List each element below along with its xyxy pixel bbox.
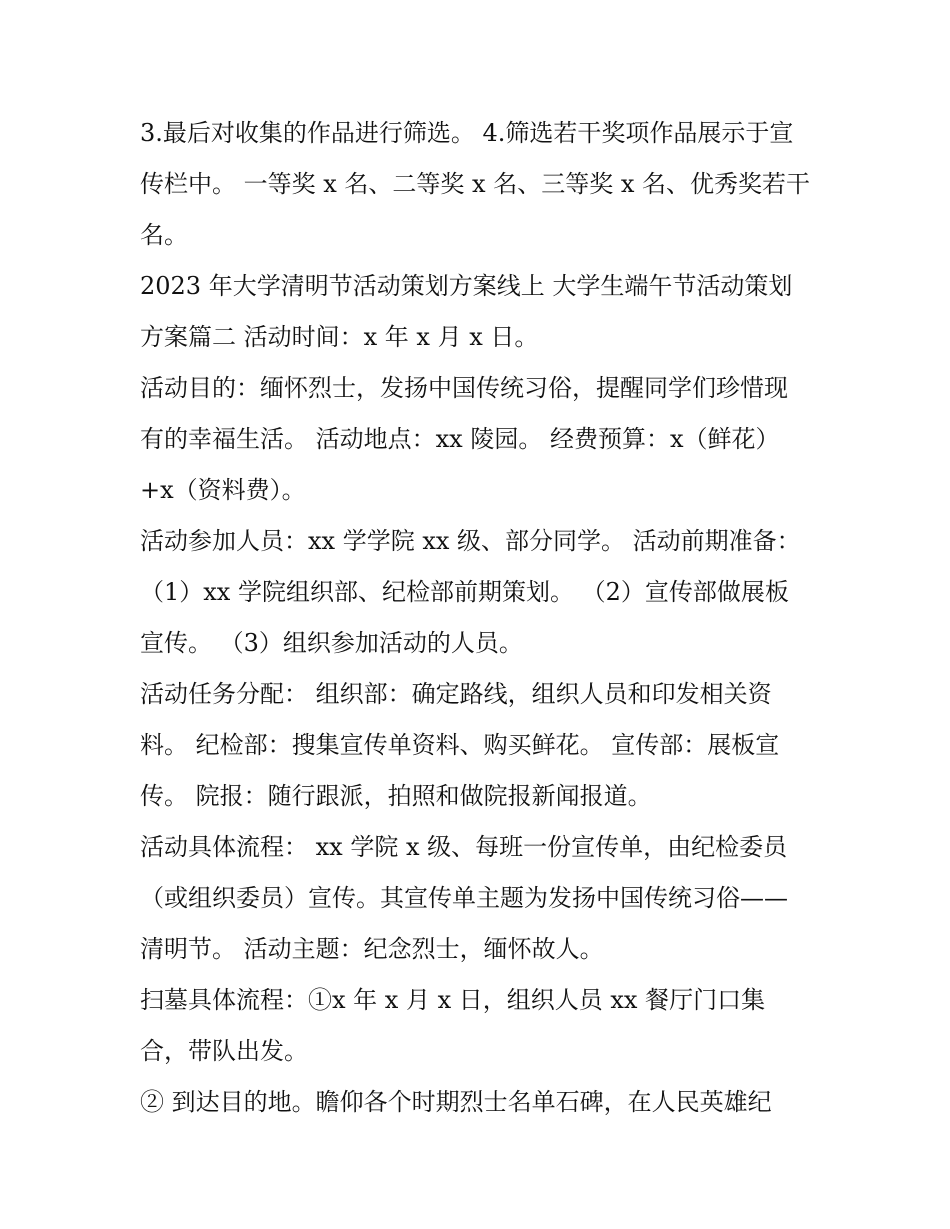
text-line: 合，带队出发。 [140, 1037, 308, 1065]
text-line: （1）xx 学院组织部、纪检部前期策划。 （2）宣传部做展板 [140, 578, 789, 606]
text-line: 宣传。 （3）组织参加活动的人员。 [140, 629, 523, 657]
text-line: （或组织委员）宣传。其宣传单主题为发扬中国传统习俗—— [140, 884, 788, 912]
text-line: 扫墓具体流程：①x 年 x 月 x 日，组织人员 xx 餐厅门口集 [140, 986, 766, 1014]
text-line: +x（资料费）。 [140, 476, 306, 504]
text-line: 2023 年大学清明节活动策划方案线上 大学生端午节活动策划 [140, 272, 793, 300]
text-line: 方案篇二 活动时间：x 年 x 月 x 日。 [140, 323, 539, 351]
text-line: 清明节。 活动主题：纪念烈士，缅怀故人。 [140, 935, 604, 963]
text-line: ② 到达目的地。瞻仰各个时期烈士名单石碑，在人民英雄纪 [140, 1088, 772, 1116]
text-line: 传栏中。 一等奖 x 名、二等奖 x 名、三等奖 x 名、优秀奖若干 [140, 170, 811, 198]
text-line: 名。 [140, 221, 188, 249]
text-line: 活动任务分配： 组织部：确定路线，组织人员和印发相关资 [140, 680, 772, 708]
text-line: 有的幸福生活。 活动地点：xx 陵园。 经费预算：x（鲜花） [140, 425, 780, 453]
text-line: 3.最后对收集的作品进行筛选。 4.筛选若干奖项作品展示于宣 [140, 119, 794, 147]
text-line: 活动目的：缅怀烈士，发扬中国传统习俗，提醒同学们珍惜现 [140, 374, 788, 402]
text-line: 传。 院报：随行跟派，拍照和做院报新闻报道。 [140, 782, 652, 810]
text-line: 料。 纪检部：搜集宣传单资料、购买鲜花。 宣传部：展板宣 [140, 731, 780, 759]
text-line: 活动具体流程： xx 学院 x 级、每班一份宣传单，由纪检委员 [140, 833, 788, 861]
text-line: 活动参加人员：xx 学学院 xx 级、部分同学。 活动前期准备： [140, 527, 801, 555]
document-body [140, 108, 830, 1128]
